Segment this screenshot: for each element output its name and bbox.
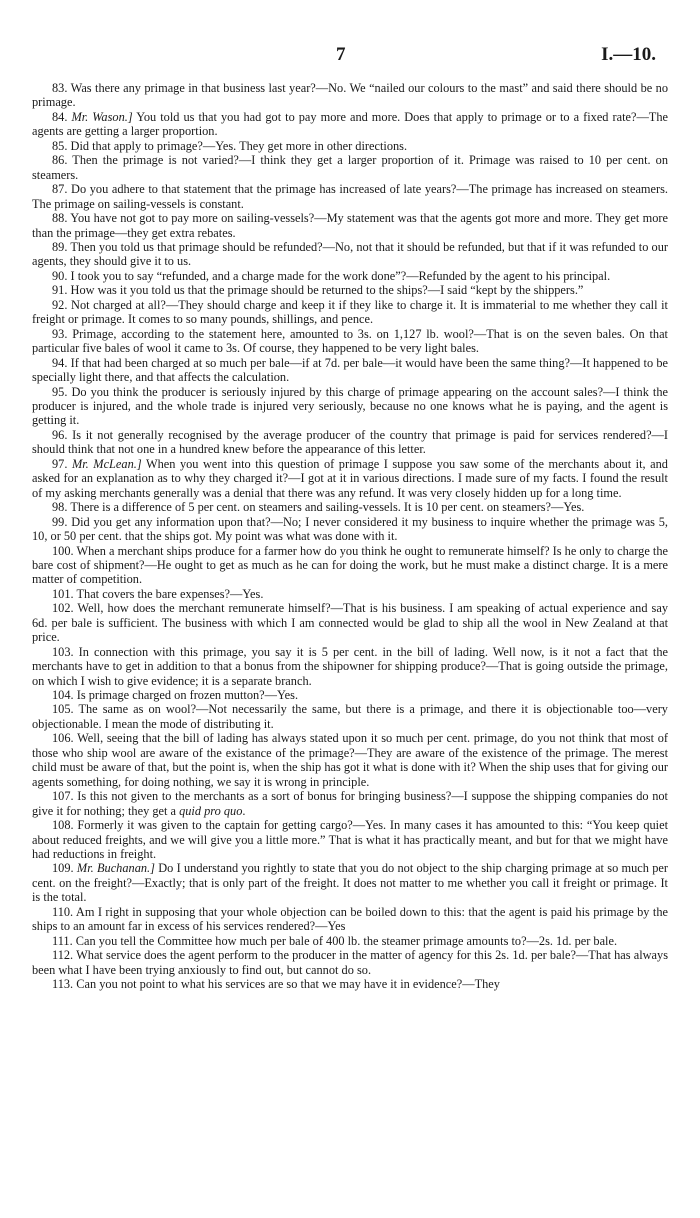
question-number: 109.	[52, 861, 74, 876]
question-answer-text: I took you to say “refunded, and a charge made for the work done”?—Refunded by the agent to his principal.	[70, 268, 611, 283]
page-header	[0, 44, 700, 68]
testimony-paragraph	[32, 688, 668, 702]
question-answer-text: Can you tell the Committee how much per bale of 400 lb. the steamer primage amounts to?—2s. 1d. per bale.	[75, 933, 618, 948]
page-number: 7	[336, 44, 346, 65]
question-answer-text: Primage, according to the statement here, amounted to 3s. on 1,127 lb. wool?—That is on the seven bales. On that particular five bales of wool it came to 3s. Of course, they happened to be very light bales.	[32, 326, 668, 356]
question-number: 97.	[52, 456, 68, 471]
question-number: 113.	[52, 977, 74, 992]
question-number: 110.	[52, 904, 74, 919]
speaker-name: Mr. McLean.]	[71, 456, 142, 471]
question-answer-text: That covers the bare expenses?—Yes.	[76, 586, 264, 601]
document-reference: I.—10.	[601, 44, 656, 65]
question-answer-text: If that had been charged at so much per bale—if at 7d. per bale—it would have been the same thing?—It happened to be specially light there, and that affects the calculation.	[32, 355, 668, 385]
question-answer-text: Then the primage is not varied?—I think they get a larger proportion of it. Primage was raised to 10 per cent. on steamers.	[32, 153, 668, 182]
testimony-paragraph	[32, 977, 668, 991]
testimony-paragraph	[32, 153, 668, 182]
testimony-paragraph	[32, 702, 668, 731]
question-number: 84.	[52, 109, 68, 124]
question-number: 102.	[52, 601, 74, 616]
testimony-paragraph	[32, 789, 668, 818]
speaker-name: Mr. Buchanan.]	[76, 861, 155, 876]
testimony-paragraph	[32, 283, 668, 297]
question-answer-text: There is a difference of 5 per cent. on steamers and sailing-vessels. It is 10 per cent. on steamers?—Yes.	[70, 500, 585, 515]
question-answer-text: Do you adhere to that statement that the primage has increased of late years?—The primage has increased on steamers. The primage on sailing-vessels is constant.	[32, 182, 669, 211]
testimony-paragraph	[32, 934, 668, 948]
sentence-end: .	[242, 803, 246, 818]
question-answer-text: Did you get any information upon that?—No; I never considered it my business to inquire whether the primage was 5, 10, or 50 per cent. that the ships got. My point was what was done with it.	[32, 514, 668, 544]
question-answer-text: Well, how does the merchant remunerate himself?—That is his business. I am speaking of actual experience and say 6d. per bale is sufficient. The business with which I am connected would be glad to ship all the wool in New Zealand at that price.	[32, 601, 668, 645]
question-number: 111.	[52, 933, 73, 948]
question-answer-text: Did that apply to primage?—Yes. They get more in other directions.	[70, 138, 408, 153]
testimony-paragraph	[32, 587, 668, 601]
question-number: 91.	[52, 283, 68, 298]
question-number: 83.	[52, 81, 68, 95]
question-number: 101.	[52, 586, 74, 601]
question-number: 95.	[52, 384, 68, 399]
testimony-paragraph	[32, 861, 668, 904]
question-number: 105.	[52, 702, 74, 717]
question-number: 108.	[52, 818, 74, 833]
question-number: 99.	[52, 514, 68, 529]
question-number: 106.	[52, 731, 74, 746]
question-answer-text: Am I right in supposing that your whole objection can be boiled down to this: that the agent is paid his primage by the ships to an amount far in excess of his services rendered?—Yes	[32, 904, 668, 934]
question-number: 86.	[52, 153, 68, 168]
testimony-paragraph	[32, 731, 668, 789]
speaker-name: Mr. Wason.]	[71, 109, 133, 124]
question-number: 89.	[52, 239, 68, 254]
question-answer-text: Is it not generally recognised by the average producer of the country that primage is paid for services rendered?—I should think that not one in a hundred knew before the appearance of this letter.	[32, 427, 668, 457]
testimony-paragraph	[32, 182, 668, 211]
testimony-paragraph	[32, 428, 668, 457]
testimony-paragraph	[32, 240, 668, 269]
question-number: 90.	[52, 268, 68, 283]
testimony-paragraph	[32, 211, 668, 240]
question-number: 104.	[52, 688, 74, 703]
testimony-paragraph	[32, 385, 668, 428]
testimony-paragraph	[32, 269, 668, 283]
question-number: 88.	[52, 211, 68, 226]
question-number: 94.	[52, 355, 68, 370]
testimony-paragraph	[32, 515, 668, 544]
testimony-paragraph	[32, 905, 668, 934]
question-answer-text: Do you think the producer is seriously injured by this charge of primage appearing on the account sales?—I think the producer is injured, and the whole trade is injured very seriously, because no one knows what he is paying, and the agent is getting it.	[32, 384, 668, 428]
testimony-paragraph	[32, 81, 668, 110]
question-number: 93.	[52, 326, 68, 341]
testimony-paragraph	[32, 110, 668, 139]
question-answer-text: How was it you told us that the primage should be returned to the ships?—I said “kept by the shippers.”	[70, 283, 584, 298]
question-answer-text: When a merchant ships produce for a farmer how do you think he ought to remunerate himself? Is he only to charge the bare cost of shipment?—He ought to get as much as he can for doing the work, but he must make a distinct charge. It is a mere matter of competition.	[32, 543, 668, 587]
question-answer-text: The same as on wool?—Not necessarily the same, but there is a primage, and there it is objectionable too—very objectionable. I mean the mode of distributing it.	[32, 702, 668, 731]
question-answer-text: Was there any primage in that business last year?—No. We “nailed our colours to the mast” and said there should be no primage.	[32, 81, 668, 110]
question-number: 98.	[52, 500, 68, 515]
testimony-paragraph	[32, 327, 668, 356]
question-number: 100.	[52, 543, 74, 558]
question-number: 103.	[52, 644, 74, 659]
question-answer-text: Can you not point to what his services are so that we may have it in evidence?—They	[76, 977, 500, 992]
question-answer-text: Is this not given to the merchants as a sort of bonus for bringing business?—I suppose the shipping companies do not give it for nothing; they get a	[32, 789, 668, 818]
question-number: 87.	[52, 182, 68, 197]
italic-phrase: quid pro quo	[179, 803, 243, 818]
question-answer-text: Well, seeing that the bill of lading has always stated upon it so much per cent. primage, do you not think that most of those who ship wool are aware of the existance of the primage?—They are aware of the existence of the primage. The merest child must be aware of that, but the point is, when the ship has got it what is done with it? When the ship uses that for giving our agents something, for doing nothing, we say it is wrong in principle.	[32, 731, 668, 789]
testimony-paragraph	[32, 544, 668, 587]
testimony-paragraph	[32, 948, 668, 977]
question-number: 96.	[52, 427, 68, 442]
question-answer-text: Not charged at all?—They should charge and keep it if they like to charge it. It is immaterial to me whether they call it freight or primage. It comes to so many pounds, shillings, and pence.	[32, 297, 668, 327]
testimony-paragraph	[32, 139, 668, 153]
testimony-paragraph	[32, 356, 668, 385]
question-number: 85.	[52, 138, 68, 153]
question-number: 107.	[52, 789, 74, 804]
testimony-body	[32, 81, 668, 992]
question-answer-text: In connection with this primage, you say it is 5 per cent. in the bill of lading. Well now, is it not a fact that the merchants have to get in addition to that a bonus from the shipowner for shipping produce?—That is going outside the primage, on which I wish to give evidence; it is a separate branch.	[32, 644, 668, 688]
testimony-paragraph	[32, 298, 668, 327]
question-answer-text: When you went into this question of primage I suppose you saw some of the merchants about it, and asked for an explanation as to why they charged it?—I got at it in various directions. I made sure of my facts. I found the result of my asking merchants generally was a denial that there was any refund. It was very closely hidden up for a long time.	[32, 456, 668, 500]
question-answer-text: You told us that you had got to pay more and more. Does that apply to primage or to a fixed rate?—The agents are getting a larger proportion.	[32, 109, 668, 139]
testimony-paragraph	[32, 601, 668, 644]
question-answer-text: Is primage charged on frozen mutton?—Yes.	[76, 688, 299, 703]
question-number: 92.	[52, 297, 68, 312]
question-answer-text: You have not got to pay more on sailing-vessels?—My statement was that the agents got more and more. They get more than the primage—they get extra rebates.	[32, 211, 668, 240]
question-answer-text: Do I understand you rightly to state that you do not object to the ship charging primage at so much per cent. on the freight?—Exactly; that is only part of the freight. It does not matter to me whether you call it freight or primage. It is the total.	[32, 861, 668, 905]
testimony-paragraph	[32, 500, 668, 514]
testimony-paragraph	[32, 818, 668, 861]
question-number: 112.	[52, 948, 74, 963]
question-answer-text: What service does the agent perform to the producer in the matter of agency for this 2s. 1d. per bale?—That has always been what I have been trying anxiously to find out, but cannot do so.	[32, 948, 668, 977]
question-answer-text: Then you told us that primage should be refunded?—No, not that it should be refunded, but that if it was refunded to our agents, they should give it to us.	[32, 239, 668, 269]
question-answer-text: Formerly it was given to the captain for getting cargo?—Yes. In many cases it has amounted to this: “You keep quiet about reduced freights, and we will give you a little more.” That is what it has practically meant, and but for that we might have had reductions in freight.	[32, 818, 669, 862]
testimony-paragraph	[32, 645, 668, 688]
testimony-paragraph	[32, 457, 668, 500]
